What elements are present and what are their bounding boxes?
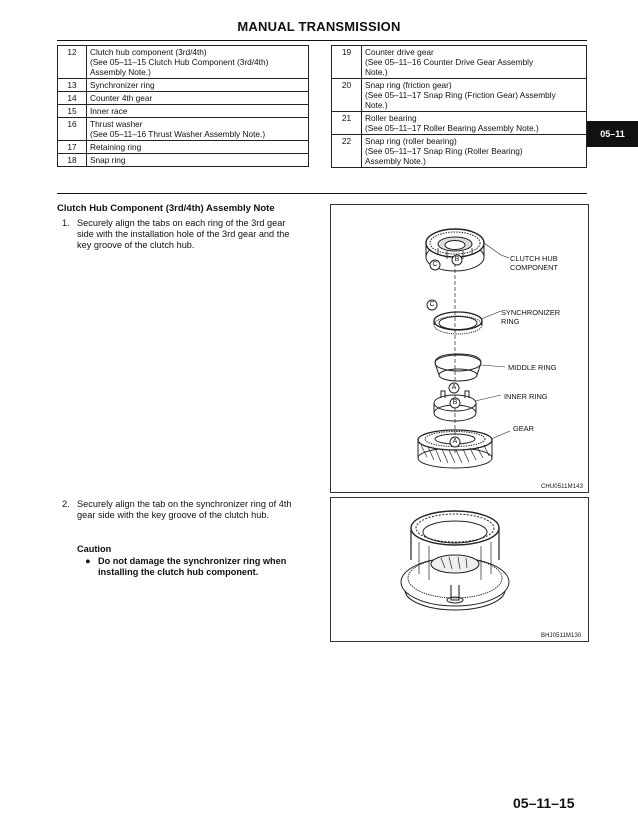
part-description-line: Inner race	[90, 106, 128, 116]
part-description-line: Roller bearing	[365, 113, 417, 123]
part-description	[87, 154, 309, 167]
middle-ring-drawing	[435, 354, 481, 381]
parts-row	[58, 154, 309, 167]
part-description-line: Synchronizer ring	[90, 80, 155, 90]
part-description	[87, 141, 309, 154]
step-1	[62, 218, 302, 251]
marker-c-hub: C	[432, 261, 438, 268]
part-description-line: Thrust washer	[90, 119, 143, 129]
parts-row	[58, 118, 309, 141]
part-description-line: (See 05–11–17 Snap Ring (Friction Gear) Assembly	[365, 90, 556, 100]
part-description-line: Retaining ring	[90, 142, 142, 152]
part-description-line: Snap ring (roller bearing)	[365, 136, 457, 146]
part-description-line: (See 05–11–16 Thrust Washer Assembly Note.)	[90, 129, 266, 139]
part-number: 21	[332, 112, 362, 135]
part-number: 15	[58, 105, 87, 118]
step-2-number: 2.	[62, 499, 70, 509]
part-description-line: Assembly Note.)	[90, 67, 151, 77]
part-description-line: Snap ring	[90, 155, 126, 165]
figure-1-code: CHU0511M143	[541, 484, 584, 490]
marker-b-hub: B	[454, 256, 460, 263]
label-synchronizer-line-2: RING	[501, 317, 520, 326]
part-description	[87, 105, 309, 118]
parts-row	[332, 46, 587, 79]
part-description	[362, 112, 587, 135]
caution-item	[85, 556, 295, 578]
step-2-text: Securely align the tab on the synchronizer ring of 4th gear side with the key groove of the clutch hub.	[77, 499, 292, 520]
part-number: 19	[332, 46, 362, 79]
part-description-line: (See 05–11–16 Counter Drive Gear Assembly	[365, 57, 534, 67]
caution-title: Caution	[77, 544, 112, 554]
marker-b-inner: B	[452, 399, 458, 406]
parts-row	[332, 135, 587, 168]
part-number: 20	[332, 79, 362, 112]
parts-row	[332, 79, 587, 112]
part-description	[362, 46, 587, 79]
part-description-line: Note.)	[365, 100, 388, 110]
part-description	[362, 79, 587, 112]
figure-2-code: BHJ0511M130	[541, 633, 582, 639]
part-description-line: (See 05–11–17 Roller Bearing Assembly Note.)	[365, 123, 539, 133]
assembly-note-heading: Clutch Hub Component (3rd/4th) Assembly Note	[57, 203, 275, 214]
step-2	[62, 499, 302, 521]
synchronizer-ring-drawing	[434, 312, 482, 334]
part-number: 22	[332, 135, 362, 168]
part-description-line: (See 05–11–15 Clutch Hub Component (3rd/4th)	[90, 57, 269, 67]
label-synchronizer-line-1: SYNCHRONIZER	[501, 308, 561, 317]
parts-table-right	[331, 45, 587, 168]
part-number: 17	[58, 141, 87, 154]
figure-assembled-hub	[330, 497, 589, 642]
part-number: 16	[58, 118, 87, 141]
part-description	[87, 46, 309, 79]
page-title: MANUAL TRANSMISSION	[237, 19, 401, 34]
part-description-line: Snap ring (friction gear)	[365, 80, 452, 90]
label-middle-ring: MIDDLE RING	[508, 363, 557, 372]
caution-text: Do not damage the synchronizer ring when installing the clutch hub component.	[98, 556, 287, 577]
label-clutch-hub-line-2: COMPONENT	[510, 263, 559, 272]
parts-row	[58, 141, 309, 154]
label-gear: GEAR	[513, 424, 534, 433]
marker-a-gear: A	[452, 438, 458, 445]
parts-row	[58, 105, 309, 118]
section-tab: 05–11	[587, 121, 638, 147]
marker-a-inner: A	[451, 384, 457, 391]
header-divider	[57, 40, 587, 41]
parts-table-left	[57, 45, 309, 167]
label-synchronizer-ring	[501, 308, 560, 326]
parts-row	[58, 79, 309, 92]
part-description-line: Counter drive gear	[365, 47, 434, 57]
caution-bullet: ●	[85, 556, 91, 566]
part-number: 12	[58, 46, 87, 79]
parts-row	[58, 92, 309, 105]
part-number: 13	[58, 79, 87, 92]
parts-row	[332, 112, 587, 135]
step-1-text: Securely align the tabs on each ring of the 3rd gear side with the installation hole of the 3rd gear and the key groove of the clutch hub.	[77, 218, 290, 250]
part-description-line: Clutch hub component (3rd/4th)	[90, 47, 207, 57]
part-description	[87, 118, 309, 141]
part-description-line: Assembly Note.)	[365, 156, 426, 166]
marker-c-sync: C	[429, 301, 435, 308]
part-description	[87, 92, 309, 105]
label-clutch-hub	[510, 254, 558, 272]
label-clutch-hub-line-1: CLUTCH HUB	[510, 254, 558, 263]
assembled-hub-drawing	[331, 498, 588, 641]
parts-row	[58, 46, 309, 79]
part-description-line: Counter 4th gear	[90, 93, 153, 103]
exploded-assembly-drawing	[331, 205, 588, 492]
part-description-line: Note.)	[365, 67, 388, 77]
step-1-number: 1.	[62, 218, 70, 228]
figure-exploded-clutch-hub	[330, 204, 589, 493]
label-inner-ring: INNER RING	[504, 392, 548, 401]
section-divider	[57, 193, 587, 194]
part-number: 18	[58, 154, 87, 167]
page-number: 05–11–15	[513, 795, 575, 811]
part-description	[87, 79, 309, 92]
part-description-line: (See 05–11–17 Snap Ring (Roller Bearing)	[365, 146, 523, 156]
part-number: 14	[58, 92, 87, 105]
part-description	[362, 135, 587, 168]
